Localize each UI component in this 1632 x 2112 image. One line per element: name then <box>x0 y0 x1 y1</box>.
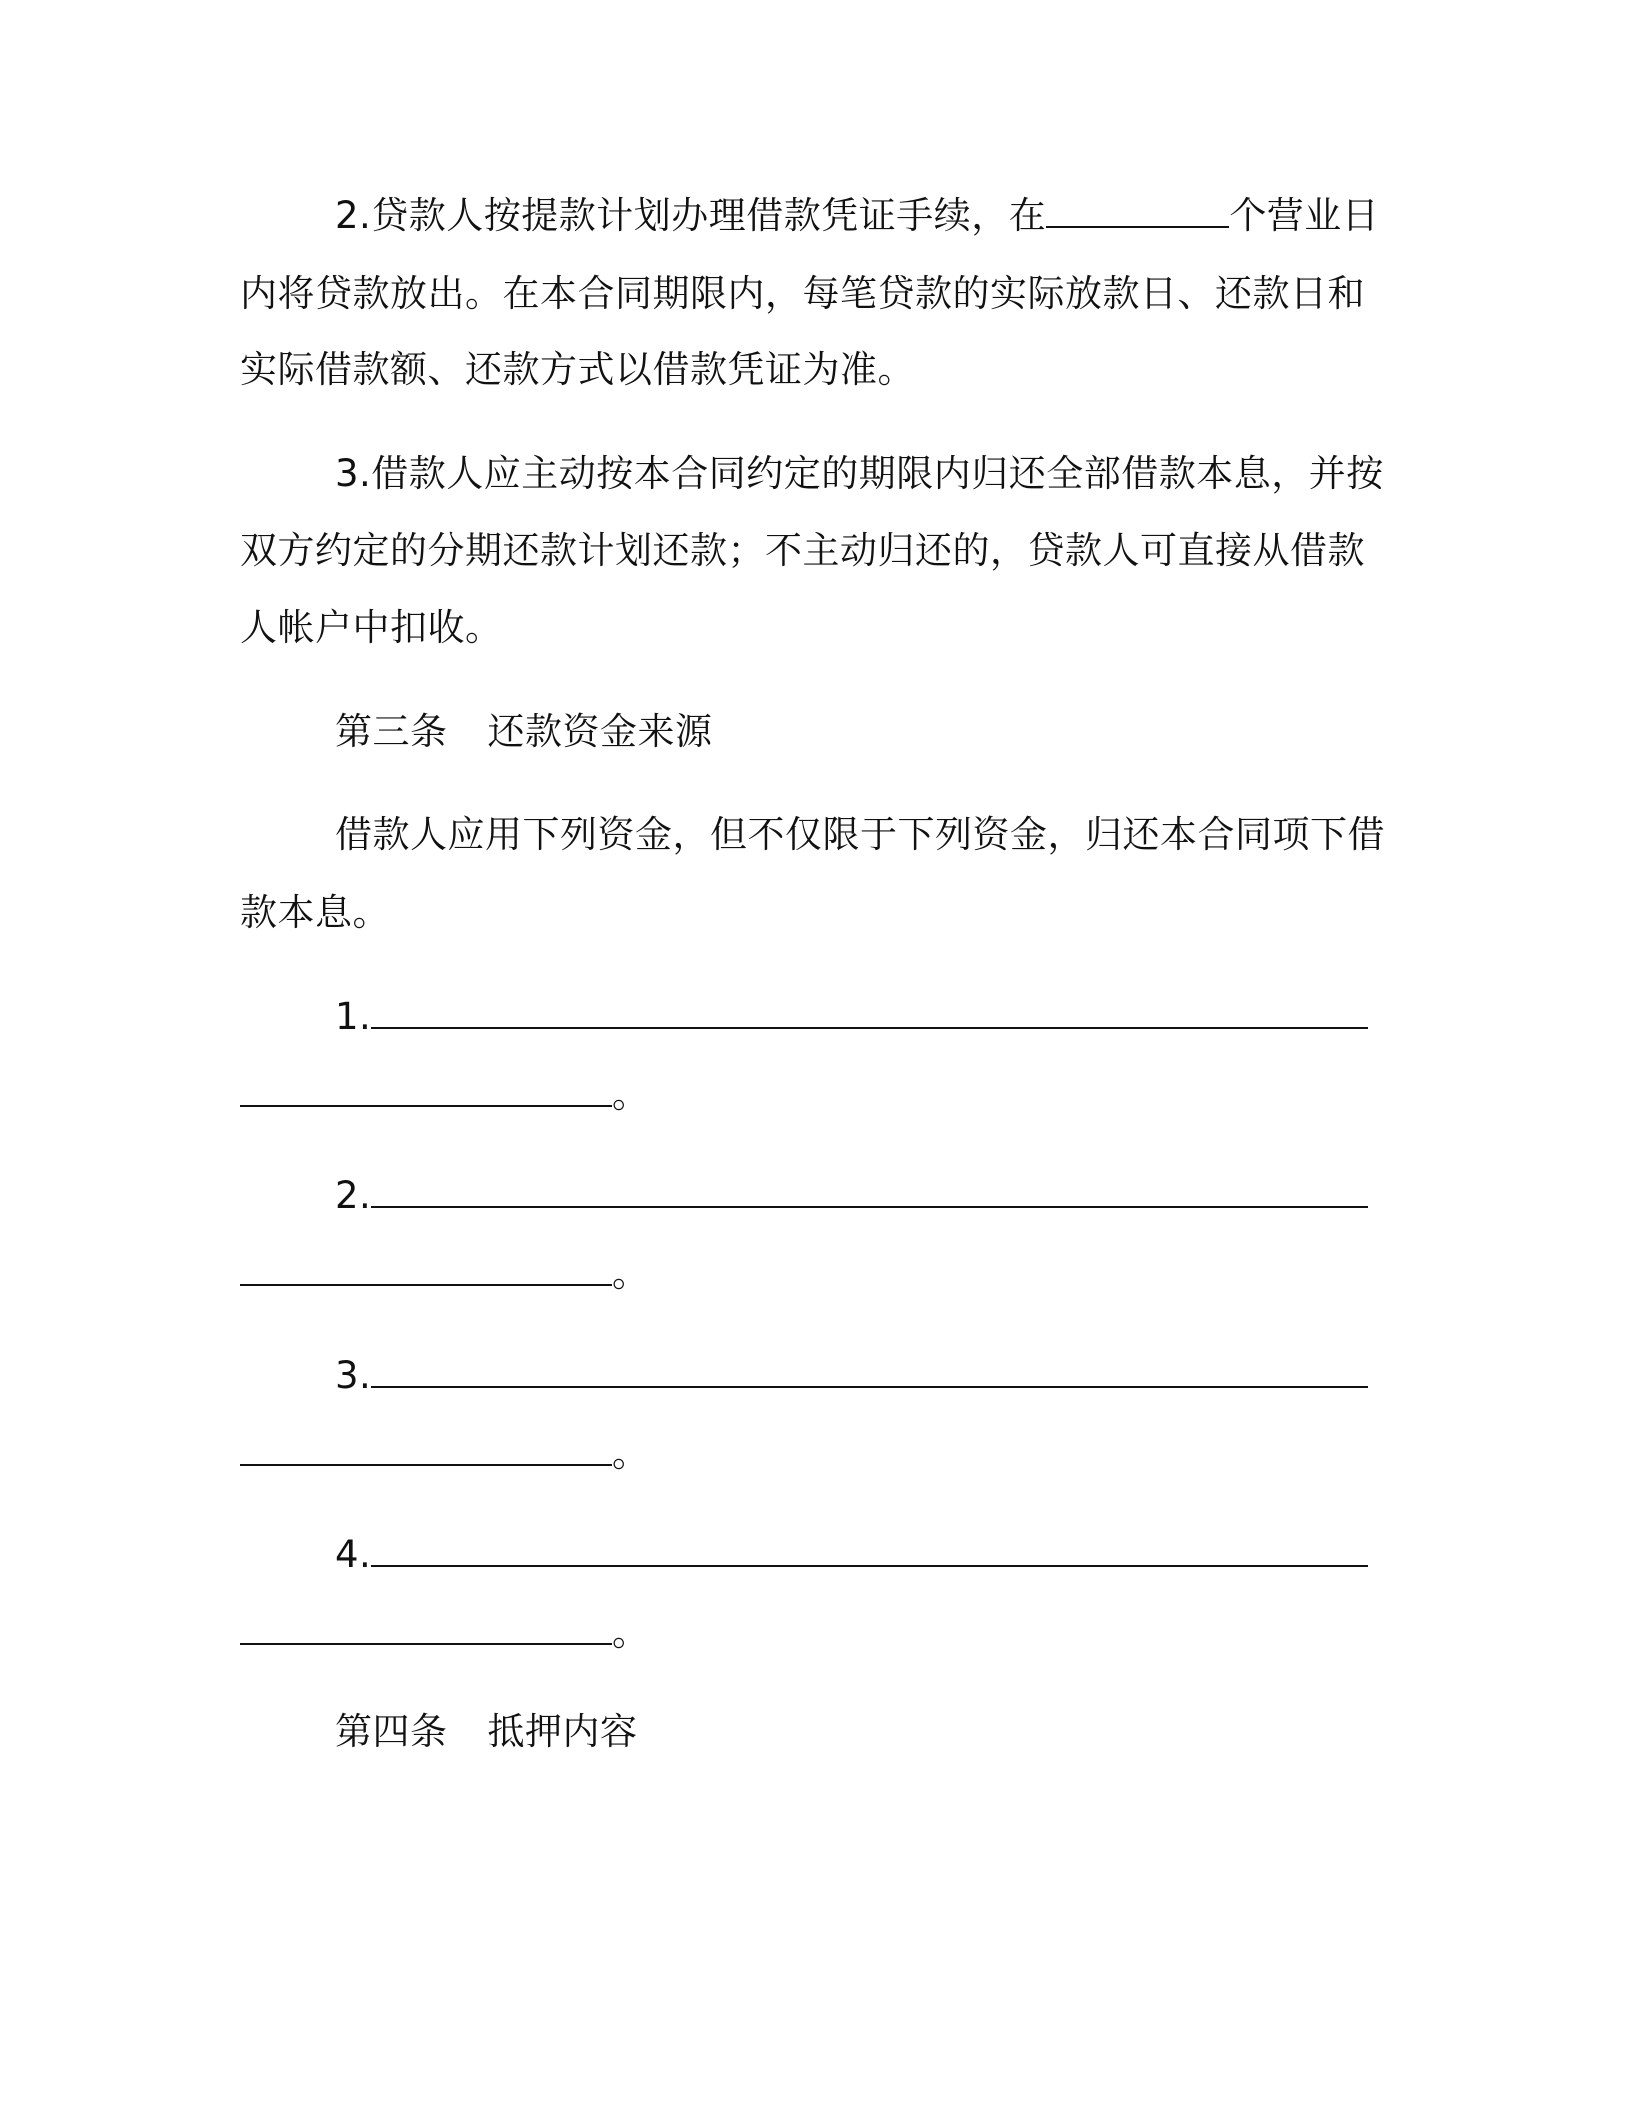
item-2-end: 。 <box>612 1252 650 1295</box>
fund-source-item-4-cont <box>240 1609 650 1657</box>
item-4-end: 。 <box>612 1611 650 1654</box>
source-intro-line-1: 借款人应用下列资金，但不仅限于下列资金，归还本合同项下借 <box>335 813 1385 856</box>
item-3-end: 。 <box>612 1432 650 1475</box>
business-days-blank <box>1046 192 1229 228</box>
item-3-number: 3. <box>335 1354 372 1397</box>
item-2-blank-cont <box>240 1250 612 1286</box>
item-4-blank-cont <box>240 1609 612 1645</box>
article-4-number: 第四条 <box>335 1710 448 1753</box>
paragraph-2-text-b: 个营业日 <box>1229 194 1380 237</box>
paragraph-3-line-1: 3.借款人应主动按本合同约定的期限内归还全部借款本息，并按 <box>335 452 1384 495</box>
item-1-blank <box>371 993 1368 1029</box>
paragraph-2-line-3: 实际借款额、还款方式以借款凭证为准。 <box>240 348 915 391</box>
item-2-number: 2. <box>335 1174 372 1217</box>
item-1-end: 。 <box>612 1073 650 1116</box>
item-3-blank-cont <box>240 1430 612 1466</box>
article-4-heading <box>335 1708 638 1756</box>
fund-source-item-1-cont <box>240 1071 650 1119</box>
fund-source-item-3 <box>335 1352 1368 1400</box>
fund-source-item-4 <box>335 1531 1368 1579</box>
fund-source-item-2-cont <box>240 1250 650 1298</box>
paragraph-2-line-2: 内将贷款放出。在本合同期限内，每笔贷款的实际放款日、还款日和 <box>240 272 1365 315</box>
article-3-heading <box>335 708 713 756</box>
article-4-title: 抵押内容 <box>487 1710 638 1753</box>
item-1-number: 1. <box>335 995 372 1038</box>
paragraph-2-line-1 <box>335 192 1379 240</box>
article-3-title: 还款资金来源 <box>487 710 713 753</box>
paragraph-3-line-2: 双方约定的分期还款计划还款；不主动归还的，贷款人可直接从借款 <box>240 529 1365 572</box>
fund-source-item-1 <box>335 993 1368 1041</box>
item-4-blank <box>371 1531 1368 1567</box>
item-4-number: 4. <box>335 1533 372 1576</box>
fund-source-item-2 <box>335 1172 1368 1220</box>
item-3-blank <box>371 1352 1368 1388</box>
paragraph-2-text-a: 2.贷款人按提款计划办理借款凭证手续，在 <box>335 194 1047 237</box>
fund-source-item-3-cont <box>240 1430 650 1478</box>
source-intro-line-2: 款本息。 <box>240 891 390 934</box>
paragraph-3-line-3: 人帐户中扣收。 <box>240 606 503 649</box>
item-1-blank-cont <box>240 1071 612 1107</box>
item-2-blank <box>371 1172 1368 1208</box>
article-3-number: 第三条 <box>335 710 448 753</box>
